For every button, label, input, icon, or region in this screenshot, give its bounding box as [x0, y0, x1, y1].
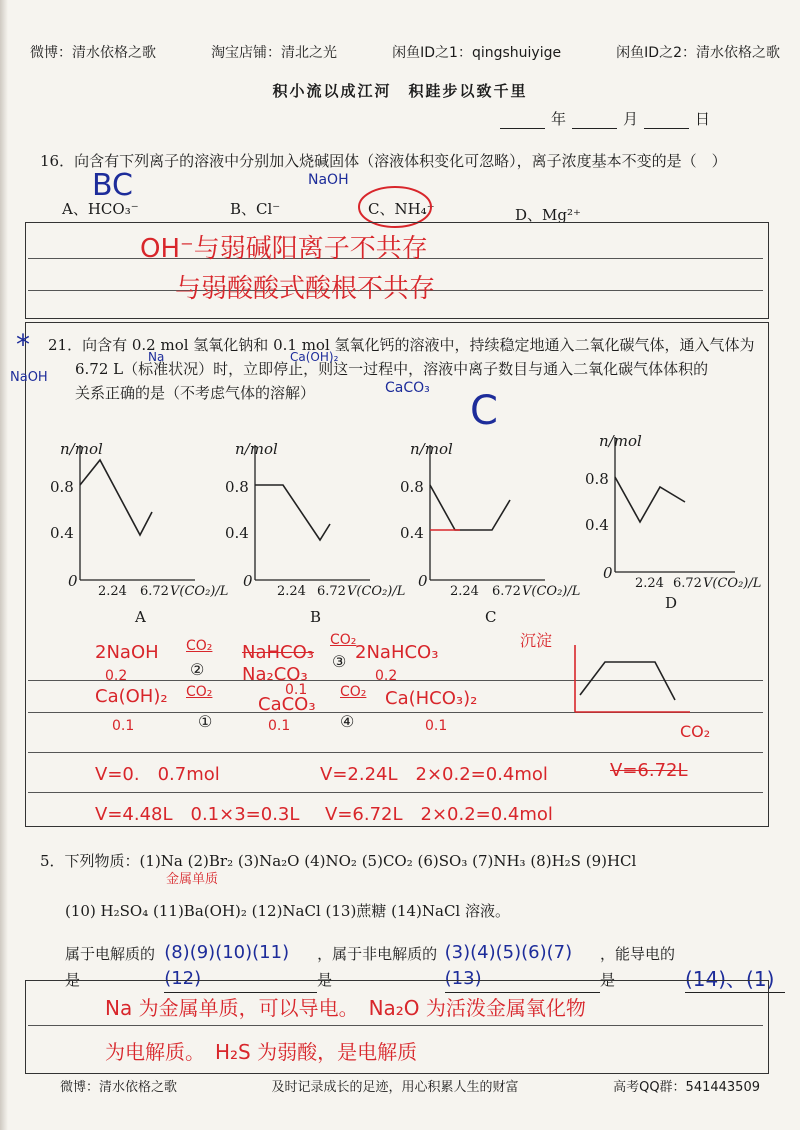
q5-answer-electrolyte[interactable]: (8)(9)(10)(11)(12) [164, 940, 317, 993]
graph-b-origin: 0 [243, 572, 253, 590]
page-header [30, 42, 780, 62]
q16-option-b: B、Cl⁻ [230, 200, 281, 218]
q21-hand-na: Na [148, 350, 165, 364]
graph-c-svg [400, 440, 560, 630]
graph-a-y2: 0.4 [50, 524, 74, 542]
graph-d-x2: 6.72 [673, 576, 702, 591]
work-r2d: CO₂ [340, 684, 367, 700]
graph-c-x1: 2.24 [450, 584, 479, 599]
graph-d-xlabel: V(CO₂)/L [703, 576, 762, 591]
header-taobao: 淘宝店铺：清北之光 [211, 45, 338, 61]
graph-b-x1: 2.24 [277, 584, 306, 599]
graph-c-curve [430, 485, 510, 530]
q5-blank-label-2: ，属于非电解质的是 [317, 945, 438, 989]
graph-d-origin: 0 [603, 564, 613, 582]
q16-hand-note2: 与弱酸酸式酸根不共存 [175, 274, 436, 304]
work-r1s3: 0.2 [375, 668, 398, 684]
q21-rule-3 [28, 752, 763, 753]
graph-b-xlabel: V(CO₂)/L [347, 584, 406, 599]
graph-d-y1: 0.8 [585, 470, 609, 488]
graph-d-y2: 0.4 [585, 516, 609, 534]
q16-option-d: D、Mg²⁺ [515, 206, 581, 224]
footer-weibo: 微博：清水依格之歌 [60, 1080, 178, 1095]
graph-a-ylabel: n/mol [60, 440, 103, 458]
work-r2n1: ① [198, 712, 213, 731]
graph-c-xlabel: V(CO₂)/L [522, 584, 581, 599]
work-v4: V=4.48L 0.1×3=0.3L [95, 804, 300, 825]
graph-d [585, 432, 762, 622]
q21-stem-2: 6.72 L（标准状况）时，立即停止，则这一过程中，溶液中离子数目与通入二氧化碳气体体积的 [75, 360, 709, 378]
graph-c-letter: C [485, 608, 497, 626]
work-co2-label: CO₂ [680, 722, 711, 741]
q5-blank-label-3: ，能导电的是 [599, 945, 675, 989]
q5-blank-label-1: 属于电解质的是 [65, 945, 156, 989]
work-r1n3: ③ [332, 652, 347, 671]
q16-stem: 16．向含有下列离子的溶液中分别加入烧碱固体（溶液体积变化可忽略），离子浓度基本不变的是（ ） [40, 152, 727, 170]
graph-b-x2: 6.72 [317, 584, 346, 599]
graph-a-xlabel: V(CO₂)/L [170, 584, 229, 599]
header-weibo: 微博：清水依格之歌 [30, 45, 156, 61]
graph-b-ylabel: n/mol [235, 440, 278, 458]
work-r2a: Ca(OH)₂ [95, 686, 168, 707]
q21-stem-1: 21．向含有 0.2 mol 氢氧化钠和 0.1 mol 氢氧化钙的溶液中，持续稳定地通入二氧化碳气体，通入气体为 [48, 336, 755, 354]
footer-qq: 高考QQ群：541443509 [613, 1080, 760, 1095]
motto: 积小流以成江河 积跬步以致千里 [272, 82, 528, 100]
work-r1c: NaHCO₃ [242, 642, 314, 663]
graph-c-x2: 6.72 [492, 584, 521, 599]
graph-a-letter: A [135, 608, 146, 626]
work-v5: V=6.72L 2×0.2=0.4mol [325, 804, 553, 825]
graph-b-y1: 0.8 [225, 478, 249, 496]
work-r1b: CO₂ [186, 638, 213, 654]
graph-b-letter: B [310, 608, 322, 626]
q5-note-1: Na 为金属单质，可以导电。 Na₂O 为活泼金属氧化物 [105, 996, 586, 1020]
graph-d-x1: 2.24 [635, 576, 664, 591]
day-blank[interactable] [644, 110, 689, 129]
footer-motto: 及时记录成长的足迹，用心积累人生的财富 [271, 1080, 519, 1095]
work-r2b: CO₂ [186, 684, 213, 700]
q5-line-1: 5．下列物质：(1)Na (2)Br₂ (3)Na₂O (4)NO₂ (5)CO₂ (6)SO₃ (7)NH₃ (8)H₂S (9)HCl [40, 852, 637, 870]
work-r1s1: 0.2 [105, 668, 128, 684]
work-v2: V=2.24L 2×0.2=0.4mol [320, 764, 548, 785]
q5-line-2: (10) H₂SO₄ (11)Ba(OH)₂ (12)NaCl (13)蔗糖 (14)NaCl 溶液。 [65, 902, 510, 920]
work-r2s2: 0.1 [268, 718, 291, 734]
month-label: 月 [622, 110, 638, 128]
work-precip-sketch [565, 640, 695, 720]
q16-hand-naoh: NaOH [308, 172, 349, 188]
q21-star-mark: * [16, 328, 30, 361]
graph-b-curve [255, 485, 330, 540]
graph-a-origin: 0 [68, 572, 78, 590]
graph-a-curve [80, 460, 152, 535]
q5-answer-conductive[interactable]: (14)、(1) [685, 966, 785, 993]
graph-d-ylabel: n/mol [599, 432, 642, 450]
graph-a-x1: 2.24 [98, 584, 127, 599]
work-r2c: CaCO₃ [258, 694, 316, 715]
graph-c-ylabel: n/mol [410, 440, 453, 458]
q16-option-c: C、NH₄⁺ [368, 200, 435, 218]
work-r2e: Ca(HCO₃)₂ [385, 688, 478, 709]
graph-a-x2: 6.72 [140, 584, 169, 599]
q5-rule-1 [28, 1025, 763, 1026]
graph-c-y2: 0.4 [400, 524, 424, 542]
year-label: 年 [550, 110, 566, 128]
q16-option-a: A、HCO₃⁻ [62, 200, 139, 218]
work-r1sub: Na₂CO₃ [242, 664, 308, 685]
work-v1: V=0. 0.7mol [95, 764, 220, 785]
work-r1a: 2NaOH [95, 642, 159, 663]
date-row [500, 108, 710, 129]
q16-hand-answer: BC [92, 168, 134, 203]
header-xianyu1: 闲鱼ID之1：qingshuiyige [392, 45, 562, 61]
day-label: 日 [694, 110, 710, 128]
graph-a [50, 440, 229, 630]
q21-hand-naoh: NaOH [10, 370, 48, 385]
work-r2s1: 0.1 [112, 718, 135, 734]
work-r1s2: 0.1 [285, 682, 308, 698]
q21-stem-3: 关系正确的是（不考虑气体的溶解） [75, 384, 316, 402]
work-r2n4: ④ [340, 712, 355, 731]
q16-hand-note1: OH⁻与弱碱阳离子不共存 [140, 234, 428, 264]
graph-b-svg [225, 440, 385, 630]
graph-a-svg [50, 440, 210, 630]
graph-c [400, 440, 581, 630]
graph-c-origin: 0 [418, 572, 428, 590]
q5-hand-metal: 金属单质 [166, 872, 219, 887]
q5-answer-nonelectrolyte[interactable]: (3)(4)(5)(6)(7)(13) [445, 940, 600, 993]
work-r2s3: 0.1 [425, 718, 448, 734]
work-v3: V=6.72L [610, 760, 688, 781]
work-r1e: 2NaHCO₃ [355, 642, 439, 663]
q21-rule-4 [28, 792, 763, 793]
q5-note-2: 为电解质。 H₂S 为弱酸，是电解质 [105, 1040, 418, 1064]
graph-b-y2: 0.4 [225, 524, 249, 542]
q21-hand-ca: Ca(OH)₂ [290, 350, 339, 364]
month-blank[interactable] [572, 110, 617, 129]
binding-shadow [0, 0, 8, 1130]
graph-c-y1: 0.8 [400, 478, 424, 496]
work-precip-label: 沉淀 [520, 631, 553, 650]
work-r1n2: ② [190, 660, 205, 679]
q21-hand-caco3: CaCO₃ [385, 380, 430, 396]
graph-a-y1: 0.8 [50, 478, 74, 496]
graph-d-curve [615, 477, 685, 522]
work-r1d: CO₂ [330, 632, 357, 648]
header-xianyu2: 闲鱼ID之2：清水依格之歌 [616, 45, 780, 61]
year-blank[interactable] [500, 110, 545, 129]
graph-d-letter: D [665, 594, 678, 612]
q21-hand-answer: C [470, 388, 498, 434]
graph-b [225, 440, 406, 630]
page-footer [60, 1076, 760, 1095]
